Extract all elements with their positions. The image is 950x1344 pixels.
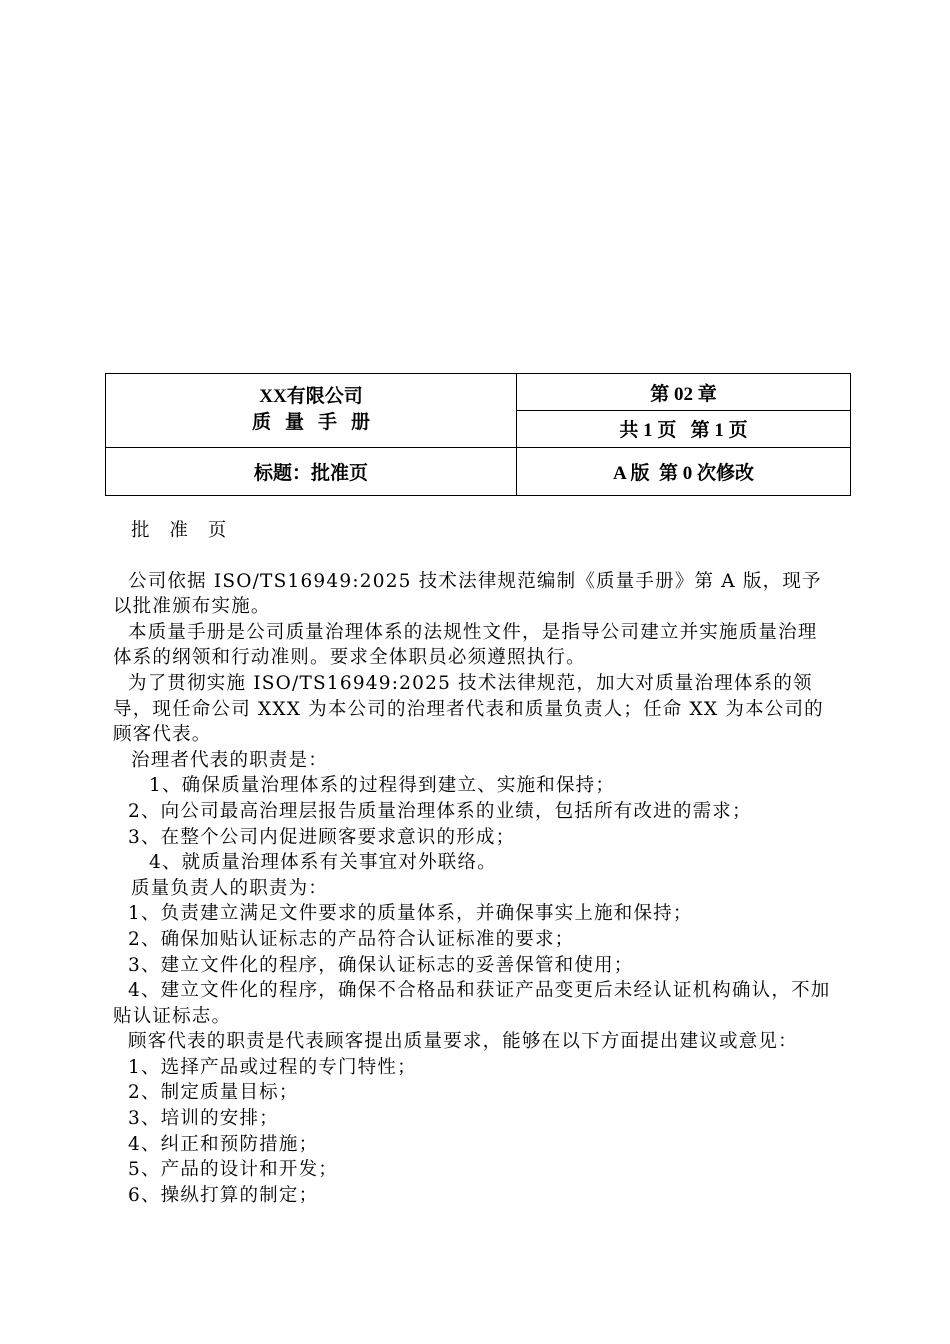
- customer-rep-duties-heading: 顾客代表的职责是代表顾客提出质量要求，能够在以下方面提出建议或意见：: [128, 1031, 798, 1053]
- page-count-cell: [517, 411, 851, 447]
- list-item: 4、纠正和预防措施；: [128, 1133, 319, 1155]
- list-item: 1、负责建立满足文件要求的质量体系，并确保事实上施和保持；: [128, 903, 693, 925]
- list-item: 6、操纵打算的制定；: [128, 1184, 319, 1206]
- chapter-cell: [517, 374, 851, 411]
- revision-cell: [517, 447, 851, 495]
- paragraph-manual-purpose: 本质量手册是公司质量治理体系的法规性文件，是指导公司建立并实施质量治理体系的纲领和行动准则。要求全体职员必须遵照执行。: [113, 621, 818, 669]
- list-item: 1、选择产品或过程的专门特性；: [128, 1056, 417, 1078]
- approval-page-title: 批 准 页: [131, 520, 234, 541]
- list-item: 3、在整个公司内促进顾客要求意识的形成；: [128, 826, 516, 848]
- chapter-number: 第 02 章: [650, 383, 717, 405]
- list-item: 2、确保加贴认证标志的产品符合认证标准的要求；: [128, 928, 575, 950]
- list-item: 5、产品的设计和开发；: [128, 1159, 338, 1181]
- company-cell: [106, 374, 517, 448]
- list-item: 2、向公司最高治理层报告质量治理体系的业绩，包括所有改进的需求；: [128, 800, 752, 822]
- list-item: 3、培训的安排；: [128, 1108, 279, 1130]
- list-item: 2、制定质量目标；: [128, 1082, 299, 1104]
- document-body: [113, 518, 833, 1208]
- management-rep-duties-heading: 治理者代表的职责是：: [131, 749, 329, 771]
- company-name: XX有限公司: [259, 386, 363, 408]
- list-item: 4、就质量治理体系有关事宜对外联络。: [149, 852, 497, 874]
- manual-title: 质量手册: [251, 412, 384, 434]
- list-item: 3、建立文件化的程序，确保认证标志的妥善保管和使用；: [128, 954, 634, 976]
- page-count: 共 1 页 第 1 页: [619, 420, 748, 442]
- list-item: 1、确保质量治理体系的过程得到建立、实施和保持；: [149, 775, 616, 797]
- document-header-table: [105, 373, 851, 496]
- list-item: 4、建立文件化的程序，确保不合格品和获证产品变更后未经认证机构确认，不加贴认证标志。: [113, 980, 831, 1027]
- paragraph-appointment: 为了贯彻实施 ISO/TS16949:2025 技术法律规范，加大对质量治理体系的领导，现任命公司 XXX 为本公司的治理者代表和质量负责人；任命 XX 为本公司的顾客代表。: [113, 672, 824, 746]
- subject-cell: [106, 447, 517, 495]
- revision-info: A 版 第 0 次修改: [613, 462, 754, 484]
- paragraph-approval-statement: 公司依据 ISO/TS16949:2025 技术法律规范编制《质量手册》第 A 版，现予以批准颁布实施。: [113, 570, 822, 618]
- subject-title: 标题：批准页: [253, 462, 368, 484]
- quality-manager-duties-heading: 质量负责人的职责为：: [131, 877, 329, 899]
